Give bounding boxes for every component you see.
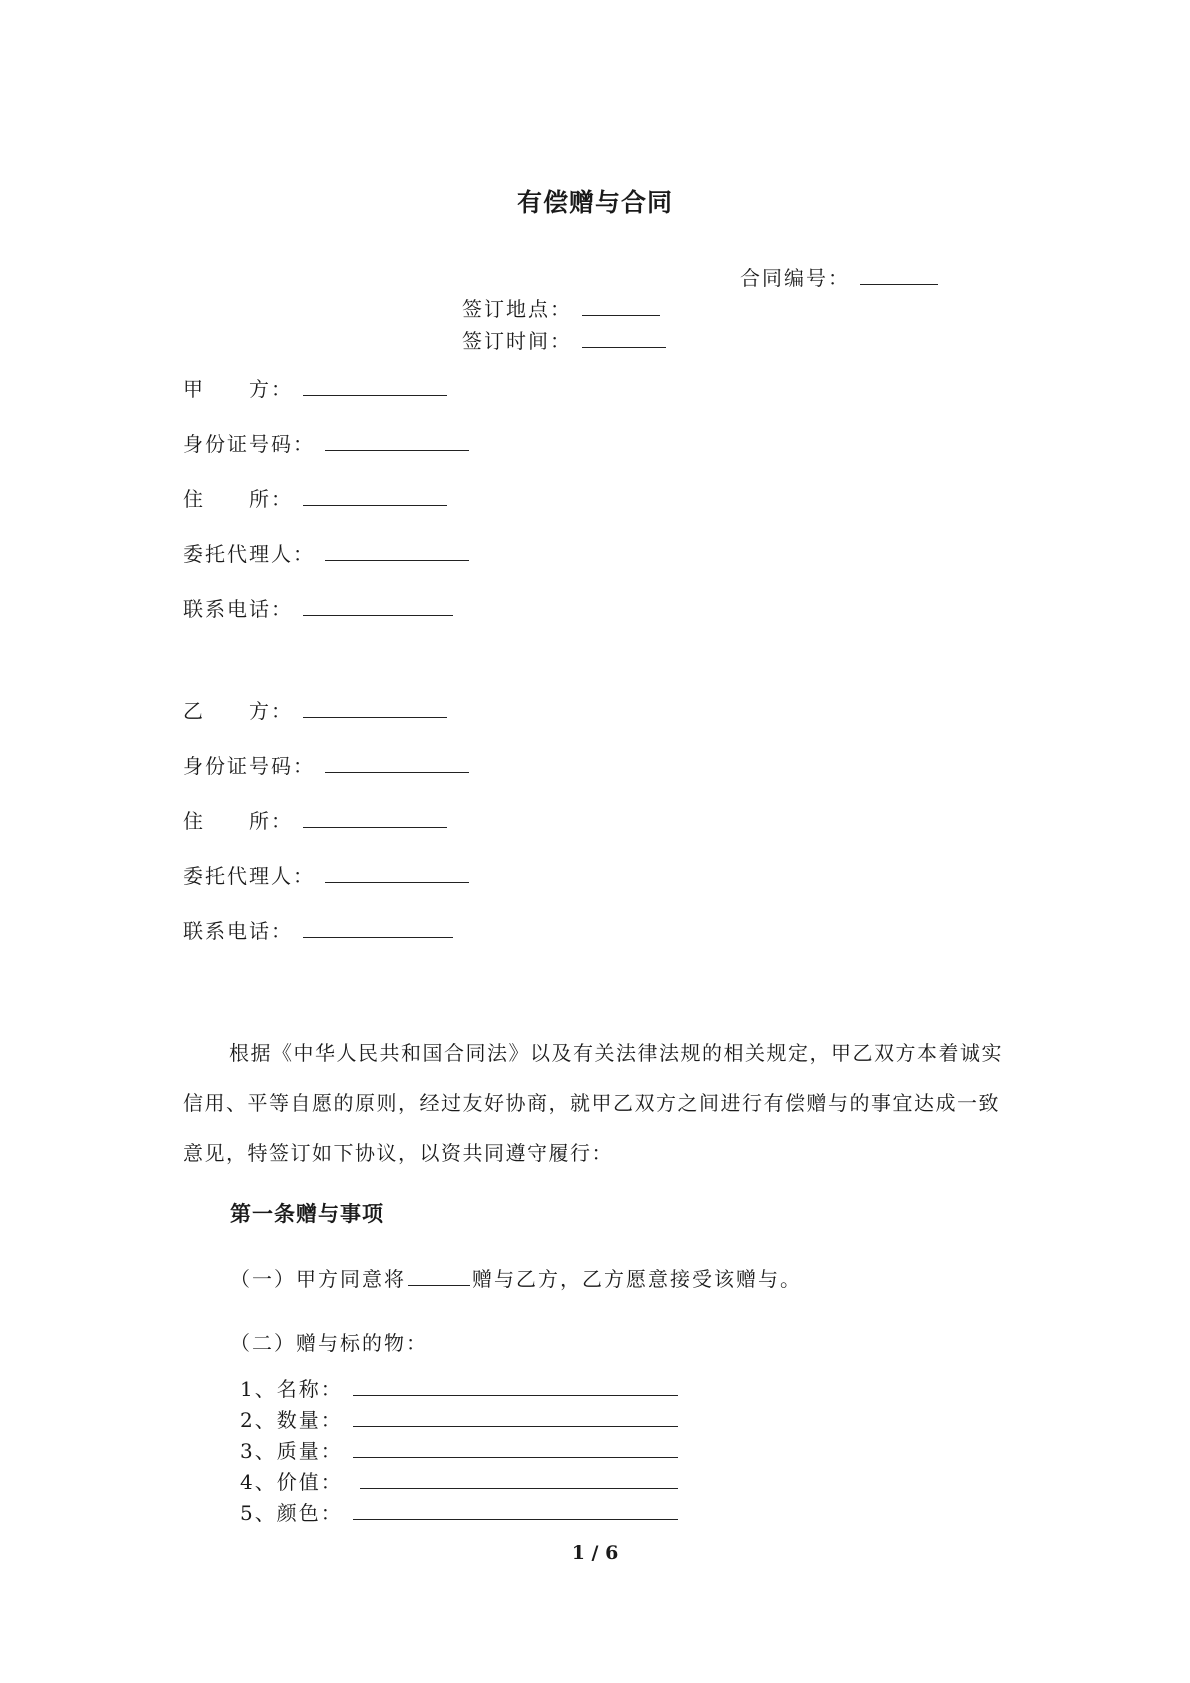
- party-b-id-label: 身份证号码：: [183, 754, 315, 778]
- party-a-address-label: 住 所：: [183, 487, 293, 511]
- party-b-name-row: [183, 695, 447, 724]
- gift-field-name-row: [240, 1373, 678, 1402]
- gift-field-quality-blank[interactable]: [353, 1437, 678, 1458]
- gift-field-value-blank[interactable]: [360, 1468, 678, 1489]
- item-1-prefix: （一）甲方同意将: [230, 1267, 406, 1291]
- contract-number-blank[interactable]: [860, 264, 938, 285]
- party-a-id-blank[interactable]: [325, 430, 469, 451]
- gift-field-name-blank[interactable]: [353, 1375, 678, 1396]
- preamble-paragraph: [183, 1028, 1013, 1178]
- party-b-phone-blank[interactable]: [303, 917, 453, 938]
- party-b-agent-blank[interactable]: [325, 862, 469, 883]
- sign-place-label: 签订地点：: [462, 297, 572, 321]
- party-b-phone-row: [183, 915, 453, 944]
- party-a-agent-label: 委托代理人：: [183, 542, 315, 566]
- gift-item-blank[interactable]: [408, 1265, 470, 1286]
- gift-field-quantity-label: 2、数量：: [240, 1408, 343, 1432]
- party-a-name-blank[interactable]: [303, 375, 447, 396]
- party-b-agent-row: [183, 860, 469, 889]
- preamble-text: 根据《中华人民共和国合同法》以及有关法律法规的相关规定，甲乙双方本着诚实信用、平等自愿的原则，经过友好协商，就甲乙双方之间进行有偿赠与的事宜达成一致意见，特签订如下协议，以资共同遵守履行：: [183, 1041, 1003, 1165]
- party-b-id-row: [183, 750, 469, 779]
- contract-number-label: 合同编号：: [740, 266, 850, 290]
- party-a-id-row: [183, 428, 469, 457]
- party-b-address-blank[interactable]: [303, 807, 447, 828]
- party-a-name-row: [183, 373, 447, 402]
- item-1-suffix: 赠与乙方，乙方愿意接受该赠与。: [472, 1267, 802, 1291]
- party-b-agent-label: 委托代理人：: [183, 864, 315, 888]
- contract-number-row: [740, 262, 938, 291]
- sign-place-blank[interactable]: [582, 295, 660, 316]
- article-1-heading: 第一条赠与事项: [230, 1201, 384, 1226]
- gift-field-value-label: 4、价值：: [240, 1470, 343, 1494]
- gift-field-color-label: 5、颜色：: [240, 1501, 343, 1525]
- party-a-id-label: 身份证号码：: [183, 432, 315, 456]
- gift-field-color-blank[interactable]: [353, 1499, 678, 1520]
- sign-time-blank[interactable]: [582, 327, 666, 348]
- party-b-address-row: [183, 805, 447, 834]
- party-b-name-label: 乙 方：: [183, 699, 293, 723]
- party-a-address-blank[interactable]: [303, 485, 447, 506]
- article-1-item-1: [230, 1263, 802, 1292]
- party-b-phone-label: 联系电话：: [183, 919, 293, 943]
- gift-field-quantity-blank[interactable]: [353, 1406, 678, 1427]
- gift-field-quality-row: [240, 1435, 678, 1464]
- party-a-phone-row: [183, 593, 453, 622]
- party-a-address-row: [183, 483, 447, 512]
- sign-place-row: [462, 293, 660, 322]
- party-a-agent-blank[interactable]: [325, 540, 469, 561]
- gift-field-quality-label: 3、质量：: [240, 1439, 343, 1463]
- article-1-item-2: （二）赠与标的物：: [230, 1331, 428, 1355]
- gift-field-value-row: [240, 1466, 678, 1495]
- party-a-name-label: 甲 方：: [183, 377, 293, 401]
- gift-field-color-row: [240, 1497, 678, 1526]
- party-b-name-blank[interactable]: [303, 697, 447, 718]
- document-title: 有偿赠与合同: [516, 188, 673, 217]
- party-a-phone-label: 联系电话：: [183, 597, 293, 621]
- party-a-agent-row: [183, 538, 469, 567]
- page-number: 1 / 6: [571, 1542, 619, 1564]
- gift-field-name-label: 1、名称：: [240, 1377, 343, 1401]
- gift-field-quantity-row: [240, 1404, 678, 1433]
- sign-time-label: 签订时间：: [462, 329, 572, 353]
- sign-time-row: [462, 325, 666, 354]
- party-b-id-blank[interactable]: [325, 752, 469, 773]
- party-b-address-label: 住 所：: [183, 809, 293, 833]
- party-a-phone-blank[interactable]: [303, 595, 453, 616]
